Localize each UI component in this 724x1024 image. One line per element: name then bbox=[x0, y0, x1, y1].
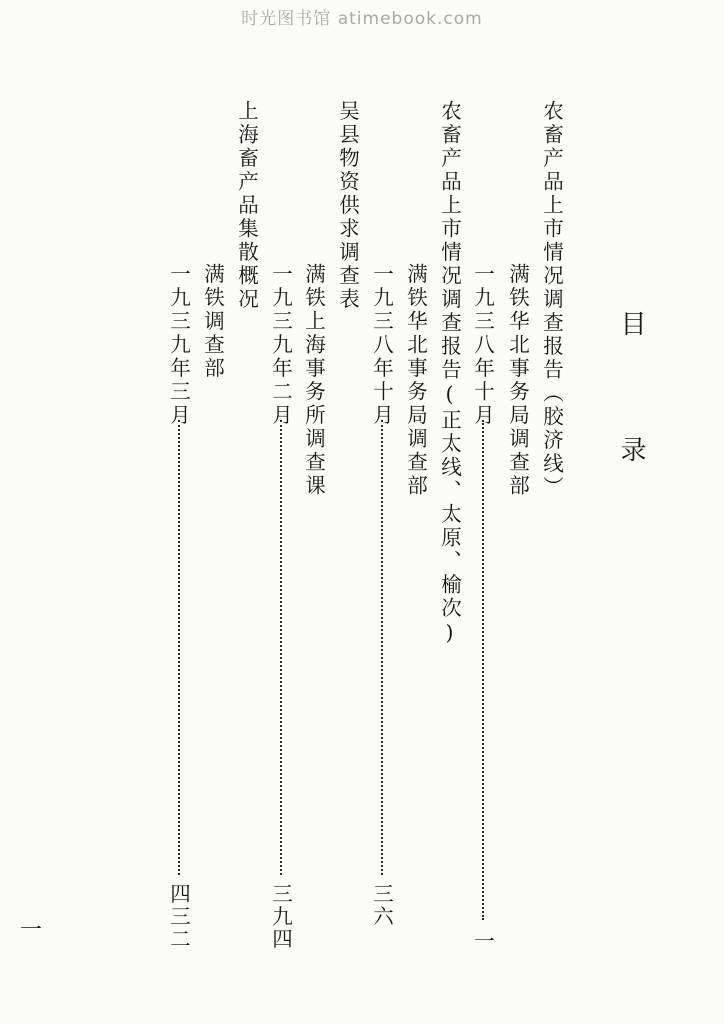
entry-3-leader bbox=[280, 420, 282, 875]
entry-1-date: 一九三八年十月 bbox=[470, 263, 495, 428]
entry-3-title: 吴县物资供求调查表 bbox=[335, 100, 360, 312]
entry-3-org: 满铁上海事务所调查课 bbox=[301, 263, 326, 498]
entry-3-date: 一九三九年二月 bbox=[268, 263, 293, 428]
entry-4-org: 满铁调查部 bbox=[200, 263, 225, 381]
entry-1-org: 满铁华北事务局调查部 bbox=[505, 263, 530, 498]
entry-2-date: 一九三八年十月 bbox=[369, 263, 394, 428]
page-folio: 一 bbox=[20, 918, 43, 943]
watermark: 时光图书馆 atimebook.com bbox=[241, 9, 483, 29]
toc-title-char-2: 录 bbox=[616, 436, 646, 462]
entry-4-leader bbox=[178, 420, 180, 875]
entry-2-leader bbox=[381, 420, 383, 875]
toc-title-char-1: 目 bbox=[616, 310, 646, 336]
entry-3-page: 三九四 bbox=[268, 883, 293, 951]
entry-2-page: 三六 bbox=[369, 883, 394, 928]
entry-2-org: 满铁华北事务局调查部 bbox=[403, 263, 428, 498]
entry-4-page: 四三二 bbox=[166, 883, 191, 951]
entry-1-leader bbox=[482, 420, 484, 920]
entry-4-title: 上海畜产品集散概况 bbox=[234, 100, 259, 312]
entry-1-title: 农畜产品上市情况调查报告（胶济线） bbox=[539, 100, 564, 500]
entry-2-title: 农畜产品上市情况调查报告(正太线、太原、榆次) bbox=[437, 100, 462, 648]
entry-1-page: 一 bbox=[470, 930, 495, 953]
entry-4-date: 一九三九年三月 bbox=[166, 263, 191, 428]
